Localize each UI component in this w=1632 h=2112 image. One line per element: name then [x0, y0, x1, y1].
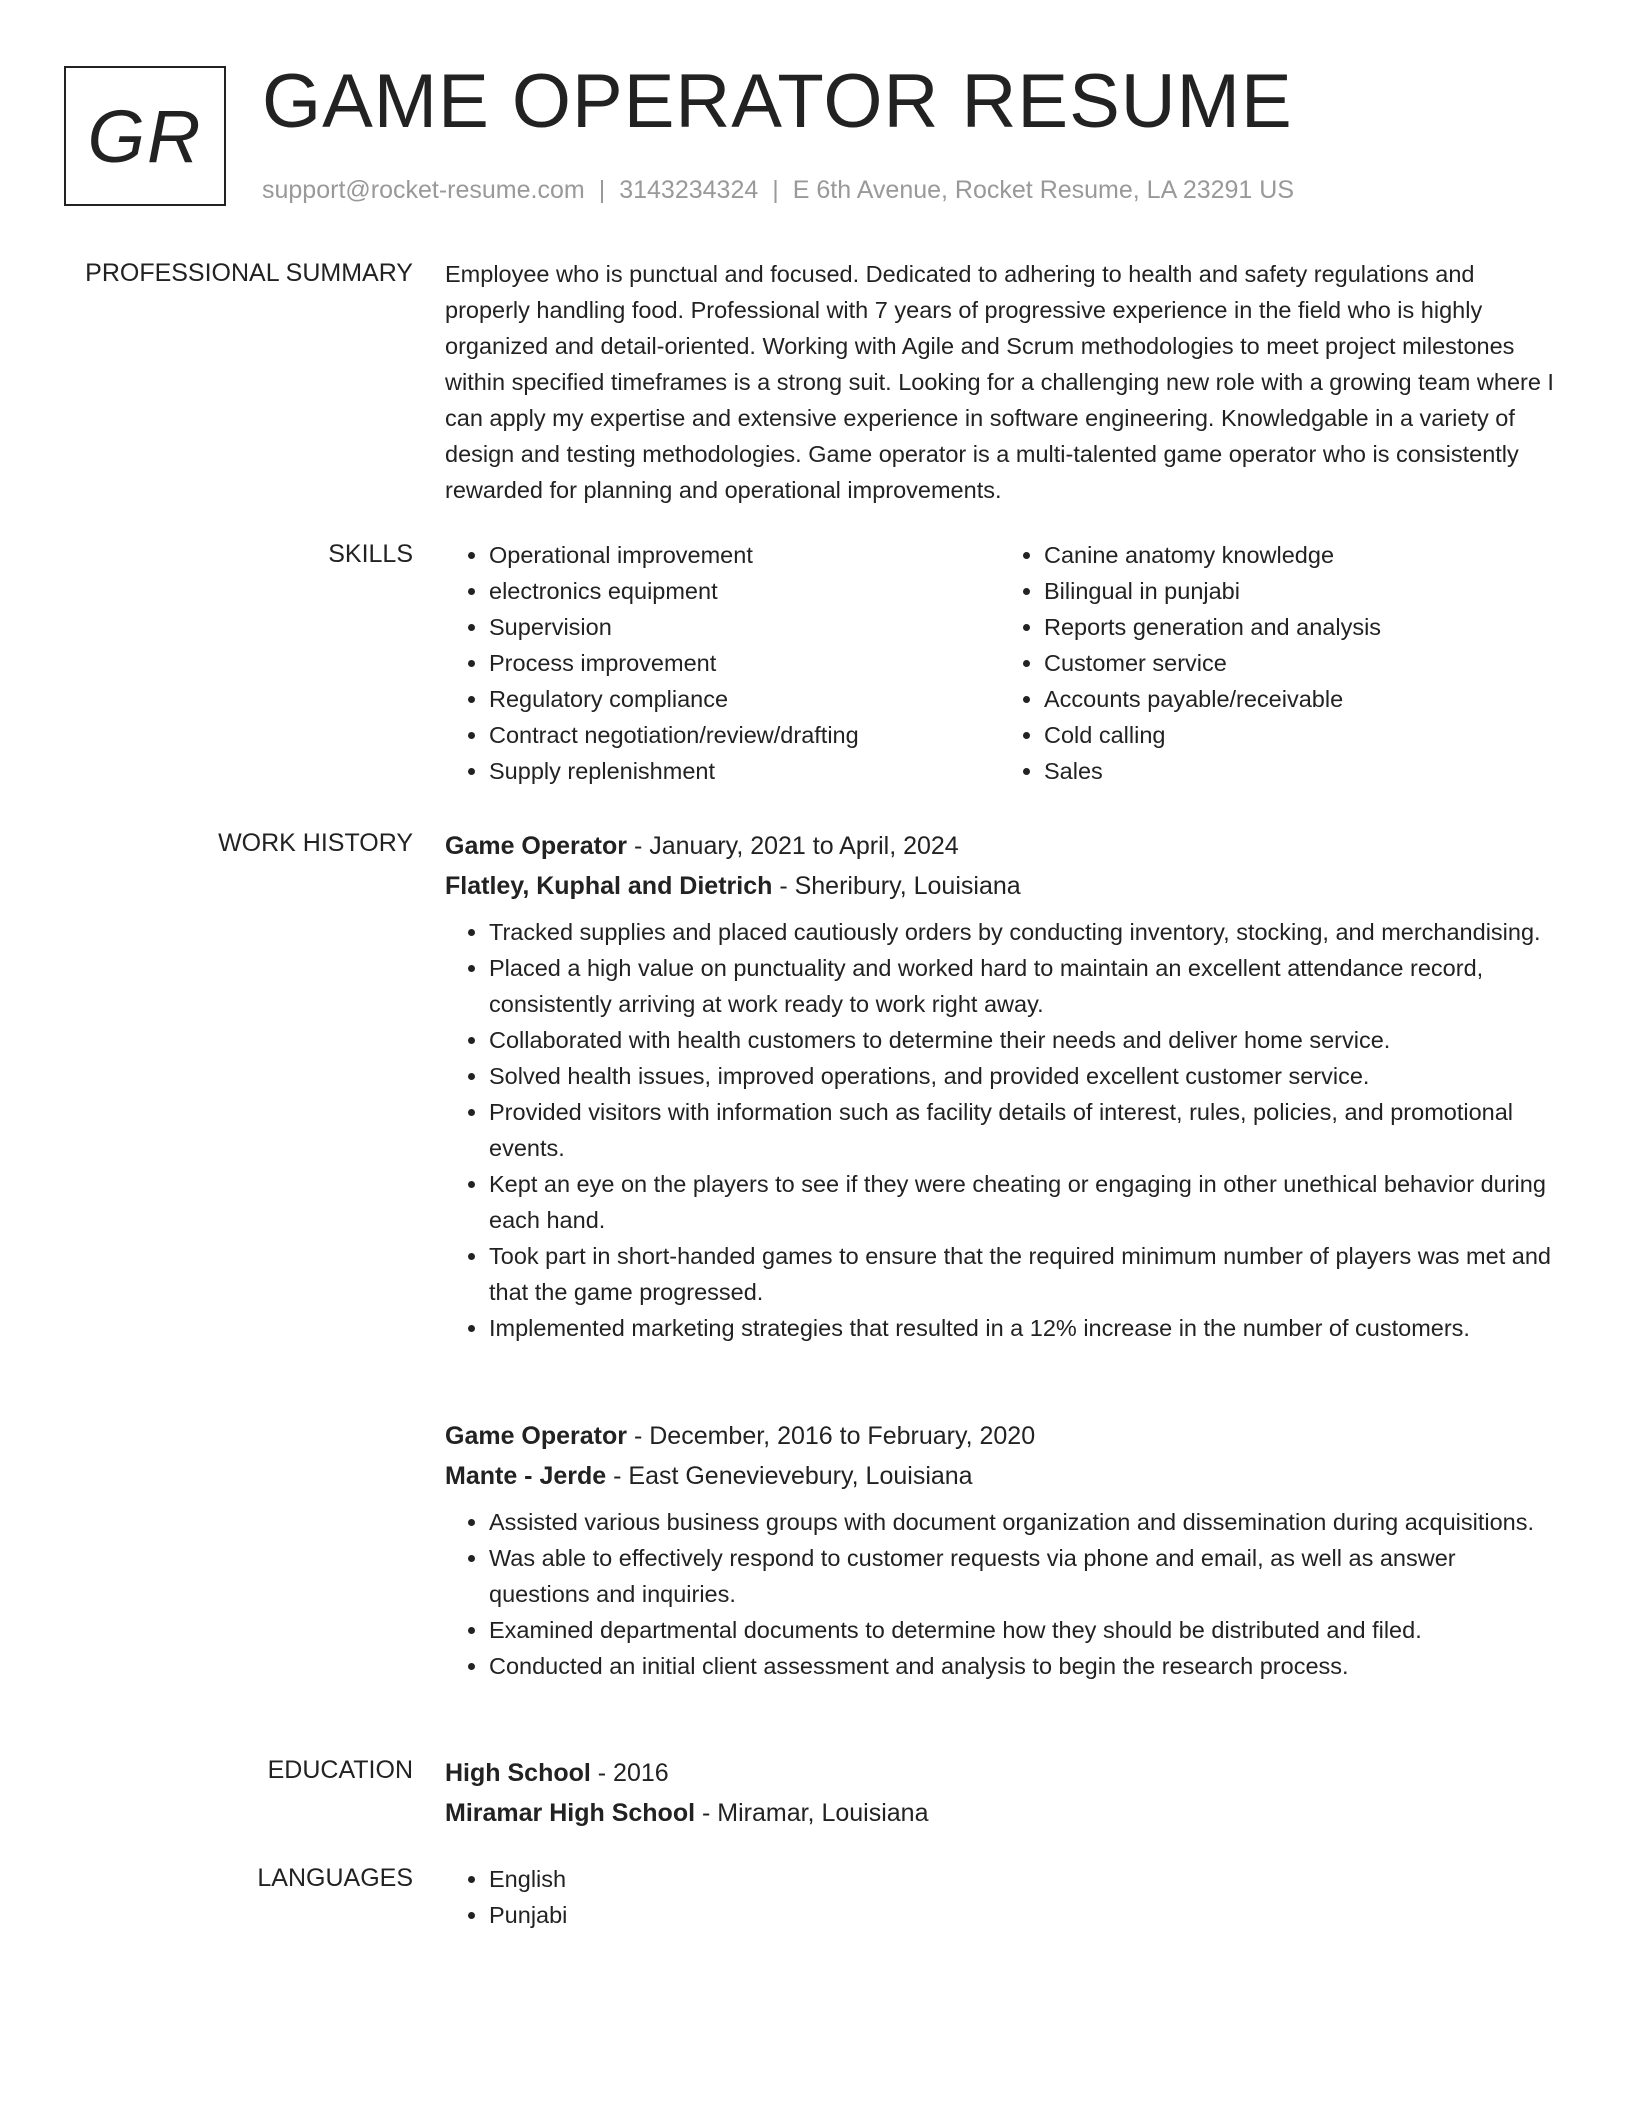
- contact-address: E 6th Avenue, Rocket Resume, LA 23291 US: [792, 176, 1295, 204]
- job-bullet: • Was able to effectively respond to customer requests via phone and email, as well as answer questions and inquiries.: [489, 1540, 1555, 1612]
- job-company: Flatley, Kuphal and Dietrich: [445, 872, 773, 900]
- education-school: Miramar High School: [445, 1799, 696, 1827]
- skill-item: • Supervision: [489, 609, 1000, 645]
- skills-list-right: [1000, 537, 1555, 789]
- education-school-line: [445, 1793, 1555, 1833]
- languages-list: [445, 1861, 1555, 1933]
- job-entry: [445, 826, 1555, 1346]
- education-year: - 2016: [590, 1759, 669, 1787]
- skill-item: • Cold calling: [1044, 717, 1555, 753]
- job-title: Game Operator: [445, 832, 628, 860]
- section-label: PROFESSIONAL SUMMARY: [85, 259, 413, 287]
- skill-item: • Bilingual in punjabi: [1044, 573, 1555, 609]
- page-title: GAME OPERATOR RESUME: [262, 59, 1293, 144]
- job-company-line: [445, 1456, 1555, 1496]
- job-bullet: • Provided visitors with information such as facility details of interest, rules, policies, and promotional events.: [489, 1094, 1555, 1166]
- job-bullet: • Collaborated with health customers to determine their needs and deliver home service.: [489, 1022, 1555, 1058]
- job-title-line: [445, 826, 1555, 866]
- summary-text: Employee who is punctual and focused. Dedicated to adhering to health and safety regulations and properly handling food. Professional with 7 years of progressive experience in the field who is highly organized and detail-oriented. Working with Agile and Scrum methodologies to meet project milestones within specified timeframes is a strong suit. Looking for a challenging new role with a growing team where I can apply my expertise and extensive experience in software engineering. Knowledgable in a variety of design and testing methodologies. Game operator is a multi-talented game operator who is consistently rewarded for planning and operational improvements.: [445, 261, 1554, 503]
- skill-item: • Process improvement: [489, 645, 1000, 681]
- skills-list-left: [445, 537, 1000, 789]
- education-degree: High School: [445, 1759, 591, 1787]
- education-degree-line: [445, 1753, 1555, 1793]
- job-bullet: • Tracked supplies and placed cautiously orders by conducting inventory, stocking, and merchandising.: [489, 914, 1555, 950]
- skill-item: • Reports generation and analysis: [1044, 609, 1555, 645]
- job-bullet: • Conducted an initial client assessment and analysis to begin the research process.: [489, 1648, 1555, 1684]
- job-dates: - December, 2016 to February, 2020: [627, 1422, 1036, 1450]
- skill-item: • electronics equipment: [489, 573, 1000, 609]
- skill-item: • Contract negotiation/review/drafting: [489, 717, 1000, 753]
- job-title-line: [445, 1416, 1555, 1456]
- education-location: - Miramar, Louisiana: [695, 1799, 929, 1827]
- language-item: • Punjabi: [489, 1897, 1555, 1933]
- job-bullets: [445, 914, 1555, 1346]
- contact-email[interactable]: support@rocket-resume.com: [262, 176, 585, 204]
- skill-item: • Operational improvement: [489, 537, 1000, 573]
- job-bullets: [445, 1504, 1555, 1684]
- contact-phone[interactable]: 3143234324: [619, 176, 759, 204]
- language-item: • English: [489, 1861, 1555, 1897]
- monogram: GR: [64, 66, 226, 206]
- job-bullet: • Took part in short-handed games to ensure that the required minimum number of players was met and that the game progressed.: [489, 1238, 1555, 1310]
- job-company-line: [445, 866, 1555, 906]
- contact-separator: |: [772, 176, 779, 204]
- job-bullet: • Kept an eye on the players to see if they were cheating or engaging in other unethical behavior during each hand.: [489, 1166, 1555, 1238]
- job-bullet: • Assisted various business groups with document organization and dissemination during acquisitions.: [489, 1504, 1555, 1540]
- job-company: Mante - Jerde: [445, 1462, 607, 1490]
- job-location: - Sheribury, Louisiana: [772, 872, 1021, 900]
- job-location: - East Genevievebury, Louisiana: [606, 1462, 973, 1490]
- job-entry: [445, 1416, 1555, 1684]
- section-label: SKILLS: [328, 540, 413, 568]
- skill-item: • Supply replenishment: [489, 753, 1000, 789]
- skill-item: • Accounts payable/receivable: [1044, 681, 1555, 717]
- contact-line: [262, 174, 1294, 206]
- skill-item: • Regulatory compliance: [489, 681, 1000, 717]
- job-title: Game Operator: [445, 1422, 628, 1450]
- contact-separator: |: [598, 176, 606, 204]
- section-label: WORK HISTORY: [218, 829, 413, 857]
- skill-item: • Sales: [1044, 753, 1555, 789]
- skill-item: • Customer service: [1044, 645, 1555, 681]
- job-bullet: • Examined departmental documents to determine how they should be distributed and filed.: [489, 1612, 1555, 1648]
- job-bullet: • Solved health issues, improved operations, and provided excellent customer service.: [489, 1058, 1555, 1094]
- section-label: EDUCATION: [267, 1756, 413, 1784]
- job-bullet: • Placed a high value on punctuality and worked hard to maintain an excellent attendance record, consistently arriving at work ready to work right away.: [489, 950, 1555, 1022]
- skill-item: • Canine anatomy knowledge: [1044, 537, 1555, 573]
- job-bullet: • Implemented marketing strategies that resulted in a 12% increase in the number of customers.: [489, 1310, 1555, 1346]
- job-dates: - January, 2021 to April, 2024: [627, 832, 959, 860]
- section-label: LANGUAGES: [257, 1864, 413, 1892]
